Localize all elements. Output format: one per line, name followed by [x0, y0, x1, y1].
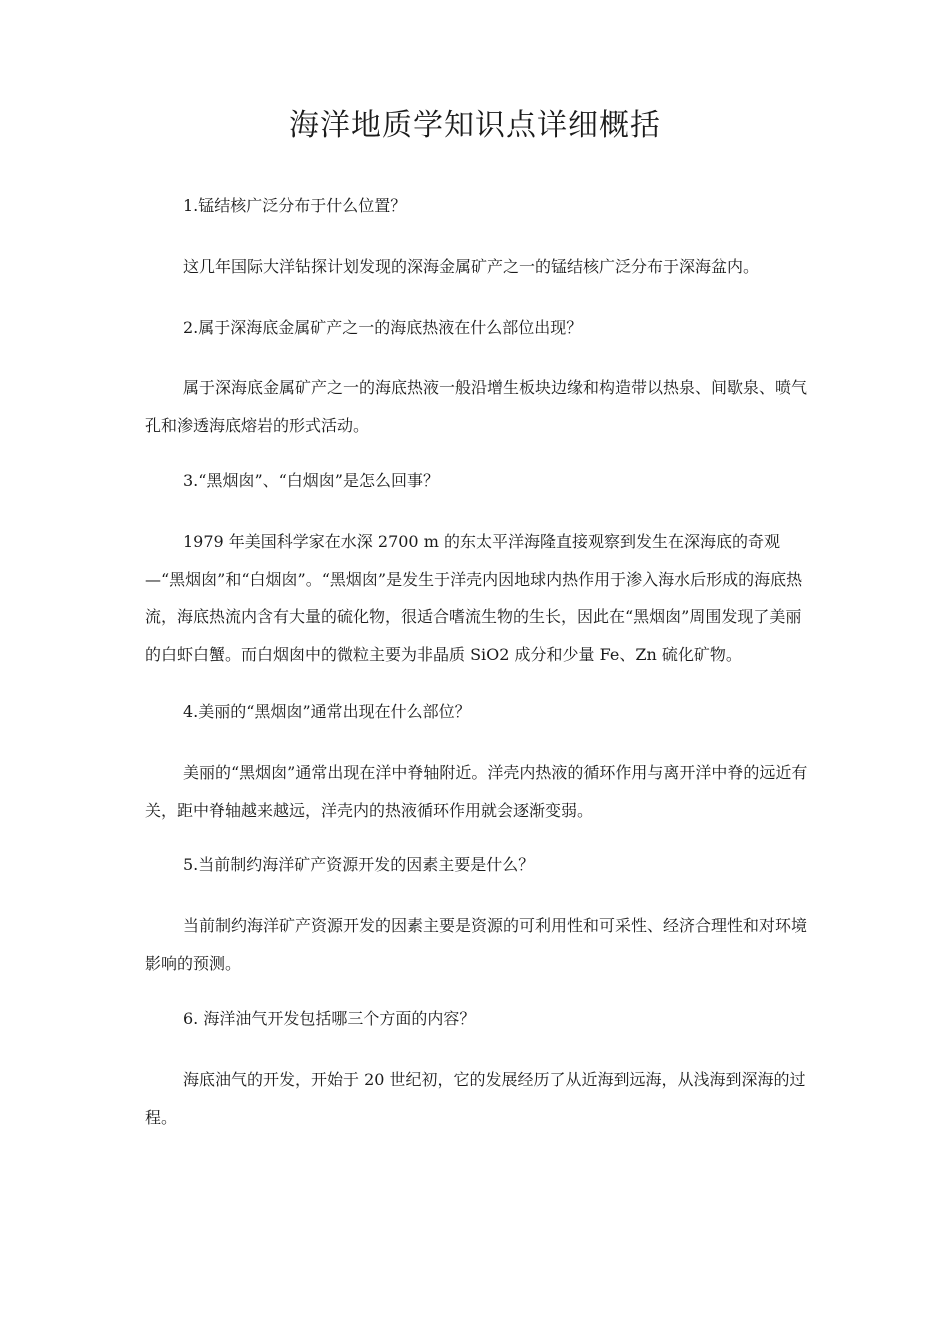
question-4: 4.美丽的“黑烟囱”通常出现在什么部位？ — [183, 702, 471, 721]
question-5: 5.当前制约海洋矿产资源开发的因素主要是什么？ — [183, 855, 535, 874]
document-title: 海洋地质学知识点详细概括 — [289, 108, 661, 143]
question-1: 1.锰结核广泛分布于什么位置？ — [183, 196, 407, 215]
question-2: 2.属于深海底金属矿产之一的海底热液在什么部位出现？ — [183, 318, 583, 337]
answer-4: 美丽的“黑烟囱”通常出现在洋中脊轴附近。洋壳内热液的循环作用与离开洋中脊的远近有关，距中脊轴越来越远，洋壳内的热液循环作用就会逐渐变弱。 — [145, 763, 808, 820]
answer-2: 属于深海底金属矿产之一的海底热液一般沿增生板块边缘和构造带以热泉、间歇泉、喷气孔和渗透海底熔岩的形式活动。 — [145, 378, 808, 435]
question-3: 3.“黑烟囱”、“白烟囱”是怎么回事？ — [183, 471, 439, 490]
answer-3: 1979 年美国科学家在水深 2700 m 的东太平洋海隆直接观察到发生在深海底的奇观—“黑烟囱”和“白烟囱”。“黑烟囱”是发生于洋壳内因地球内热作用于渗入海水后形成的海底热流，海底热流内含有大量的硫化物，很适合嗜流生物的生长，因此在“黑烟囱”周围发现了美丽的白虾白蟹。而白烟囱中的微粒主要为非晶质 SiO2 成分和少量 Fe、Zn 硫化矿物。 — [145, 532, 803, 664]
answer-1: 这几年国际大洋钻探计划发现的深海金属矿产之一的锰结核广泛分布于深海盆内。 — [183, 257, 760, 276]
answer-5: 当前制约海洋矿产资源开发的因素主要是资源的可利用性和可采性、经济合理性和对环境影响的预测。 — [145, 916, 808, 973]
question-6: 6. 海洋油气开发包括哪三个方面的内容？ — [183, 1009, 476, 1028]
answer-6: 海底油气的开发，开始于 20 世纪初，它的发展经历了从近海到远海，从浅海到深海的过程。 — [145, 1070, 806, 1127]
